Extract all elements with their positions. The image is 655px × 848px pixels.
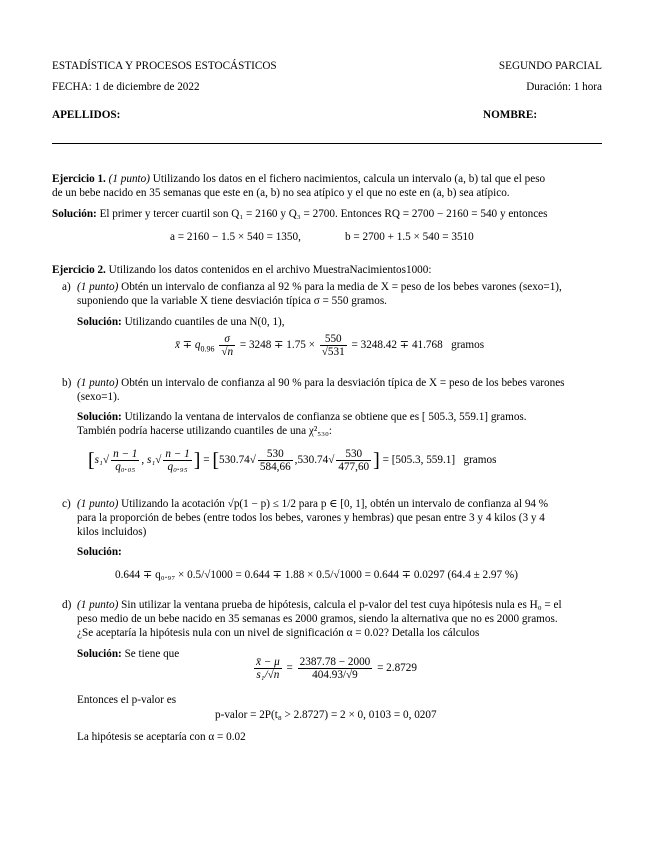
name-label: NOMBRE: [483,109,538,121]
ex2b-text1: Obtén un intervalo de confianza al 90 % para la desviación típica de X = peso de los bebes varones [121,377,565,389]
ex2c-text2: para la proporción de bebes (entre todos los bebes, varones y hembras) que pesan entre 3 y 4 kilos (3 y 4 [77,512,545,524]
exam-title: SEGUNDO PARCIAL [498,60,602,72]
ex1-line1 [52,172,545,186]
left-bracket: [ [212,449,219,472]
ex2b-frac-d-num: 530 [336,448,371,461]
ex2d-text1: Sin utilizar la ventana prueba de hipótesis, calcula el p-valor del test cuya hipótesis nula es H₀ = el [121,599,562,611]
course-title: ESTADÍSTICA Y PROCESOS ESTOCÁSTICOS [52,60,277,72]
surname-label: APELLIDOS: [52,109,121,121]
ex2c-points: (1 punto) [77,498,119,510]
header-divider [52,143,602,144]
ex2b-solution-label: Solución: [77,411,122,423]
ex2c-text1: Utilizando la acotación √p(1 − p) ≤ 1/2 para p ∈ [0, 1], obtén un intervalo de confianza al 94 % [121,498,549,510]
ex2d-frac2-den: 404.93/√9 [312,668,358,681]
ex2b-frac-a-num: n − 1 [113,447,138,460]
ex2d-pval-formula: p-valor = 2P(t₈ > 2.8727) = 2 × 0, 0103 = 0, 0207 [215,709,437,721]
ex2b-f1-pre-b: s₁ [147,454,156,466]
ex2a-solution-text: Utilizando cuantiles de una N(0, 1), [124,316,285,328]
ex2b-unit: gramos [463,454,497,466]
ex2a-f-mid: = 3248 ∓ 1.75 × [239,339,315,352]
ex1-text2: de un bebe nacido en 35 semanas que este en (a, b) no sea atípico y el que no este en (a, b) sea atípico. [52,187,510,199]
ex2b-frac-b [163,448,191,473]
ex2b-frac-a [111,448,139,473]
ex2a-frac2-den: √531 [321,346,345,358]
ex2d-text3: ¿Se aceptaría la hipótesis nula con un nivel de significación α = 0.02? Detalla los cálculos [77,627,480,639]
ex2a-label: a) [62,281,71,293]
ex2b-points: (1 punto) [77,377,119,389]
ex2d-frac1-num: x̄ − μ [256,655,280,668]
ex2a-unit: gramos [451,339,485,352]
left-bracket: [ [88,449,95,472]
ex2b-f1-pre-a: s₁ [94,454,103,466]
ex2d-label: d) [62,599,72,611]
ex2a-line1 [77,280,562,294]
ex2d-frac1-den: s₁/√n [256,668,280,681]
ex2a-f-right: = 3248.42 ∓ 41.768 [351,339,443,352]
ex2a-frac1 [219,333,235,358]
ex2b-line1 [77,376,565,390]
ex2d-pval-intro: Entonces el p-valor es [77,694,177,706]
ex2d-formula: $\frac{x̄ - \mu}{\text{s₁/√n}}$ = $\frac{2387.78 - 2000}{404.93/√9}$ = 2.8729 [256,655,417,681]
right-bracket: ] [193,449,201,472]
ex2d-text2: peso medio de un bebe nacido en 35 semanas es 2000 gramos, siendo la alternativa que no es 2000 gramos. [77,613,558,625]
ex2b-label: b) [62,377,72,389]
ex1-points: (1 punto) [108,173,150,185]
ex2a-frac2-num: 550 [320,333,347,346]
ex2b-f-result: = [505.3, 559.1] [382,454,456,466]
ex2c-text3: kilos incluidos) [77,526,147,538]
ex2b-text2: (sexo=1). [77,391,120,403]
ex1-text1: Utilizando los datos en el fichero nacimientos, calcula un intervalo (a, b) tal que el peso [152,173,546,185]
ex2a-frac1-den: √n [221,346,234,358]
ex2a-text2: suponiendo que la variable X tiene desviación típica σ = 550 gramos. [77,295,387,307]
ex1-title: Ejercicio 1. [52,173,106,185]
ex2-title: Ejercicio 2. [52,264,106,276]
ex2a-solution-label: Solución: [77,316,122,328]
ex2d-frac2-num: 2387.78 − 2000 [299,655,371,668]
ex2a-formula [175,333,484,358]
ex2b-frac-d-den: 477,60 [338,460,370,473]
ex2a-points: (1 punto) [77,281,119,293]
ex2b-frac-b-den: q₀.₉₅ [167,460,188,473]
ex2b-f2-pre-a: 530.74 [218,454,250,466]
ex2d-points: (1 punto) [77,599,119,611]
exam-duration: Duración: 1 hora [526,81,602,93]
ex2d-conclusion: La hipótesis se aceptaría con α = 0.02 [77,731,246,743]
ex2c-solution-label: Solución: [77,546,122,558]
ex2c-line1 [77,497,548,511]
ex2d-frac2 [298,656,373,681]
ex2b-frac-b-num: n − 1 [165,447,190,460]
ex2b-frac-c-num: 530 [258,448,293,461]
ex2c-formula: 0.644 ∓ q₀.₉₇ × 0.5/√1000 = 0.644 ∓ 1.88 × 0.5/√1000 = 0.644 ∓ 0.0297 (64.4 ± 2.97 %) [115,569,518,581]
exam-date: FECHA: 1 de diciembre de 2022 [52,81,200,93]
right-bracket: ] [373,449,380,472]
ex2a-frac1-num: σ [219,333,235,346]
ex2c-label: c) [62,498,71,510]
ex1-solution-text: El primer y tercer cuartil son Q₁ = 2160 y Q₃ = 2700. Entonces RQ = 2700 − 2160 = 540 y entonces [99,208,548,220]
ex1-formula-b: b = 2700 + 1.5 × 540 = 3510 [345,231,474,243]
ex2b-solution [77,410,527,424]
ex1-solution-label: Solución: [52,208,97,220]
ex2-intro: Utilizando los datos contenidos en el archivo MuestraNacimientos1000: [108,264,432,276]
ex2d-solution-text: Se tiene que [124,648,180,660]
ex2d-f-right: = 2.8729 [377,662,417,674]
ex2b-frac-c [258,448,293,473]
ex2a-f-left: x̄ ∓ q [175,339,201,352]
ex2a-frac2 [320,333,347,358]
ex2b-solution-text2: También podría hacerse utilizando cuantiles de una χ²₅₃₀: [77,425,333,437]
ex2b-frac-c-den: 584,66 [259,460,291,473]
ex2d-solution [77,647,179,661]
ex2b-formula: [s₁√ $\frac{n - 1}{\text{q₀.₀₅}}$ , s₁√ $\frac{n - 1}{\text{q₀.₉₅}}$ ] = [530.74√ $\frac{530}{584,66}$ ,530.74√ $\frac{530}{477,60}$ ] = [505.3, 559.1] gramos [88,447,497,473]
ex2b-frac-d [336,448,371,473]
ex2d-line1 [77,598,562,612]
ex2a-f-sub: 0.96 [200,344,215,354]
ex2b-f2-pre-b: 530.74 [297,454,329,466]
ex1-solution [52,207,547,221]
ex2a-text1: Obtén un intervalo de confianza al 92 % para la media de X = peso de los bebes varones (sexo=1), [121,281,562,293]
ex2d-solution-label: Solución: [77,648,122,660]
ex2a-solution [77,315,285,329]
ex2b-frac-a-den: q₀.₀₅ [115,460,136,473]
ex2d-frac1 [254,656,282,681]
ex1-formula-a: a = 2160 − 1.5 × 540 = 1350, [170,231,301,243]
ex2-intro-line [52,263,431,277]
ex2b-solution-text1: Utilizando la ventana de intervalos de confianza se obtiene que es [ 505.3, 559.1] gramos. [124,411,527,423]
